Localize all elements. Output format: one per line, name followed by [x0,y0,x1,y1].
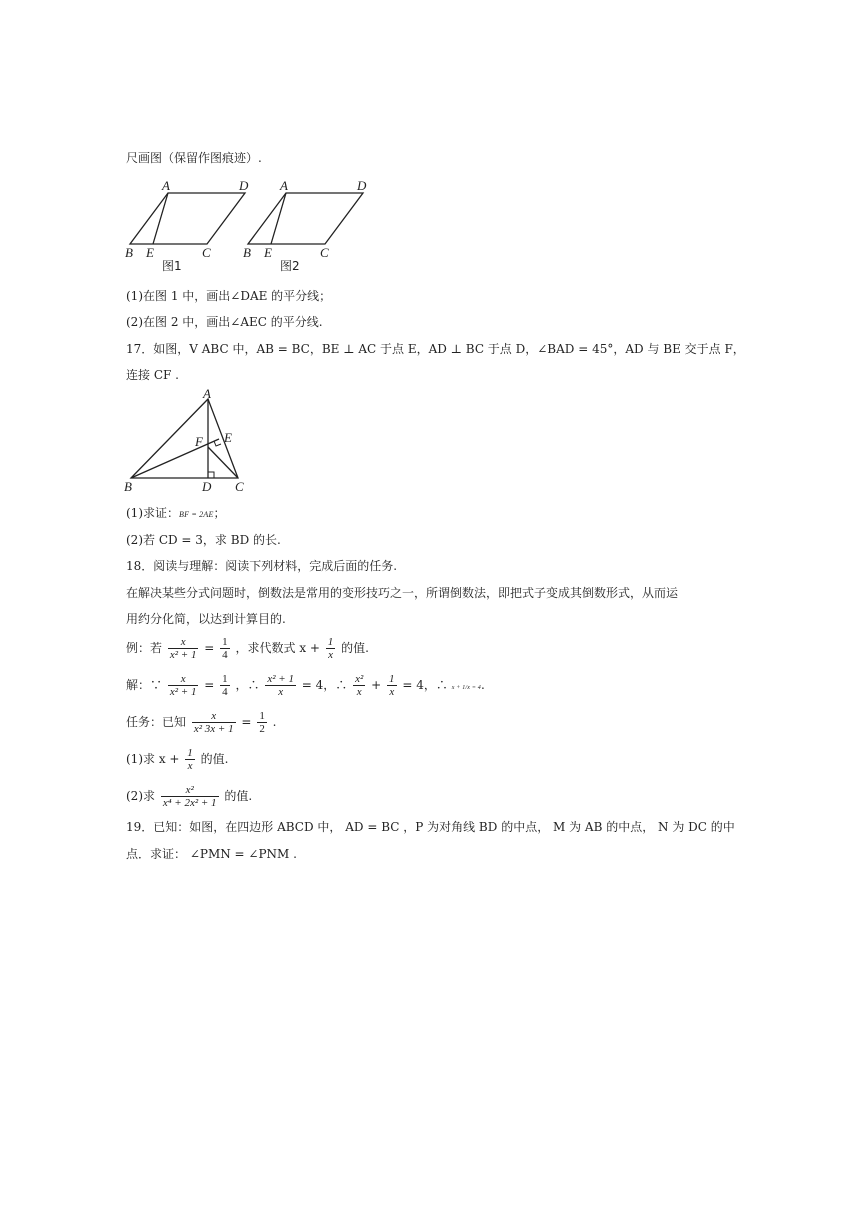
fig1-caption: 图1 [162,259,182,273]
tri-label-d: D [202,479,212,494]
q17-part1-expr: BF = 2AE [179,510,214,519]
solution-prefix: 解：∵ [126,678,163,692]
q18-title: 18．阅读与理解：阅读下列材料，完成后面的任务. [126,559,398,573]
q19-statement-line1: 19．已知：如图，在四边形 ABCD 中， AD = BC ，P 为对角线 BD 的中点， M 为 AB 的中点， N 为 DC 的中 [126,820,735,834]
q18-task-part1 [126,747,228,772]
q19-statement-line2: 点．求证： ∠PMN = ∠PNM . [126,847,297,861]
tri-label-c: C [235,479,244,494]
fig1-label-b: B [125,245,133,260]
solution-fraction-3: $\frac{\text{x²}}{x}$ [355,673,364,698]
solution-plus: + [371,678,382,692]
task-prefix: 任务：已知 [126,715,187,729]
q18-paragraph-line2: 用约分化简，以达到计算目的. [126,612,286,626]
example-fraction: $\frac{x}{\text{x² + 1}}$ [169,636,197,661]
fig2-label-b: B [243,245,251,260]
solution-fraction-4: $\frac{1}{x}$ [389,673,395,698]
example-value: $\frac{1}{4}$ [222,636,228,661]
q17-statement-line1: 17．如图，V ABC 中，AB = BC，BE ⊥ AC 于点 E，AD ⊥ BC 于点 D，∠BAD = 45°，AD 与 BE 交于点 F， [126,342,745,356]
fig1-label-c: C [202,245,211,260]
q17-part2: (2)若 CD = 3，求 BD 的长. [126,533,281,547]
example-prefix: 例：若 [126,641,163,655]
solution-fraction-1: $\frac{x}{\text{x² + 1}}$ [169,673,197,698]
q18-task-part2 [126,784,252,809]
tri-label-e: E [224,430,232,445]
fig2-label-e: E [264,245,272,260]
q17-part1 [126,505,226,523]
q18-example [126,636,369,661]
q18-solution [126,673,485,698]
solution-tiny-result: x + 1/x = 4 [451,685,481,691]
fig1-label-a: A [162,178,170,193]
q17-part1-suffix: ； [213,506,226,520]
q18-paragraph-line1: 在解决某些分式问题时，倒数法是常用的变形技巧之一，所谓倒数法，即把式子变成其倒数形式，从而运 [126,586,679,600]
task-value: $\frac{1}{2}$ [259,710,265,735]
tri-label-b: B [124,479,132,494]
solution-equals-4: = 4，∴ [301,678,348,692]
example-equals: = [204,641,215,655]
q16-figures [0,176,867,276]
fig2-label-a: A [280,178,288,193]
q16-part2: (2)在图 2 中，画出∠AEC 的平分线. [126,315,323,329]
solution-equals-4b: = 4，∴ [402,678,448,692]
task1-suffix: 的值. [200,752,229,766]
solution-equals-1: = [204,678,215,692]
tri-label-a: A [203,388,211,401]
task1-reciprocal: $\frac{1}{x}$ [187,747,193,772]
fig2-label-d: D [357,178,367,193]
parallelogram-figure-1 [125,178,249,273]
fig2-label-c: C [320,245,329,260]
fig2-caption: 图2 [280,259,300,273]
q16-intro: 尺画图（保留作图痕迹）. [126,151,262,165]
parallelogram-figure-2 [243,178,367,273]
q17-part1-prefix: (1)求证： [126,506,179,520]
fig1-label-e: E [146,245,154,260]
task-equals: = [241,715,252,729]
q16-part1: (1)在图 1 中，画出∠DAE 的平分线； [126,289,332,303]
q17-statement-line2: 连接 CF . [126,368,179,382]
solution-therefore-1: ，∴ [235,678,260,692]
solution-value: $\frac{1}{4}$ [222,673,228,698]
q17-triangle-figure [0,388,867,498]
task-fraction: $\frac{x}{\text{x² 3x + 1}}$ [193,710,234,735]
task2-prefix: (2)求 [126,789,155,803]
example-reciprocal: $\frac{1}{x}$ [327,636,334,661]
task2-fraction: $\frac{\text{x²}}{\text{x⁴ + 2x² + 1}}$ [162,784,217,809]
solution-end: . [481,678,485,692]
fig1-label-d: D [239,178,249,193]
tri-label-f: F [195,434,203,449]
example-suffix: 的值. [341,641,369,655]
example-middle: ，求代数式 x + [235,641,320,655]
task1-prefix: (1)求 x + [126,752,180,766]
q18-task [126,710,276,735]
solution-fraction-2: $\frac{\text{x² + 1}}{x}$ [267,673,294,698]
task2-suffix: 的值. [224,789,253,803]
task-end: . [272,715,277,729]
